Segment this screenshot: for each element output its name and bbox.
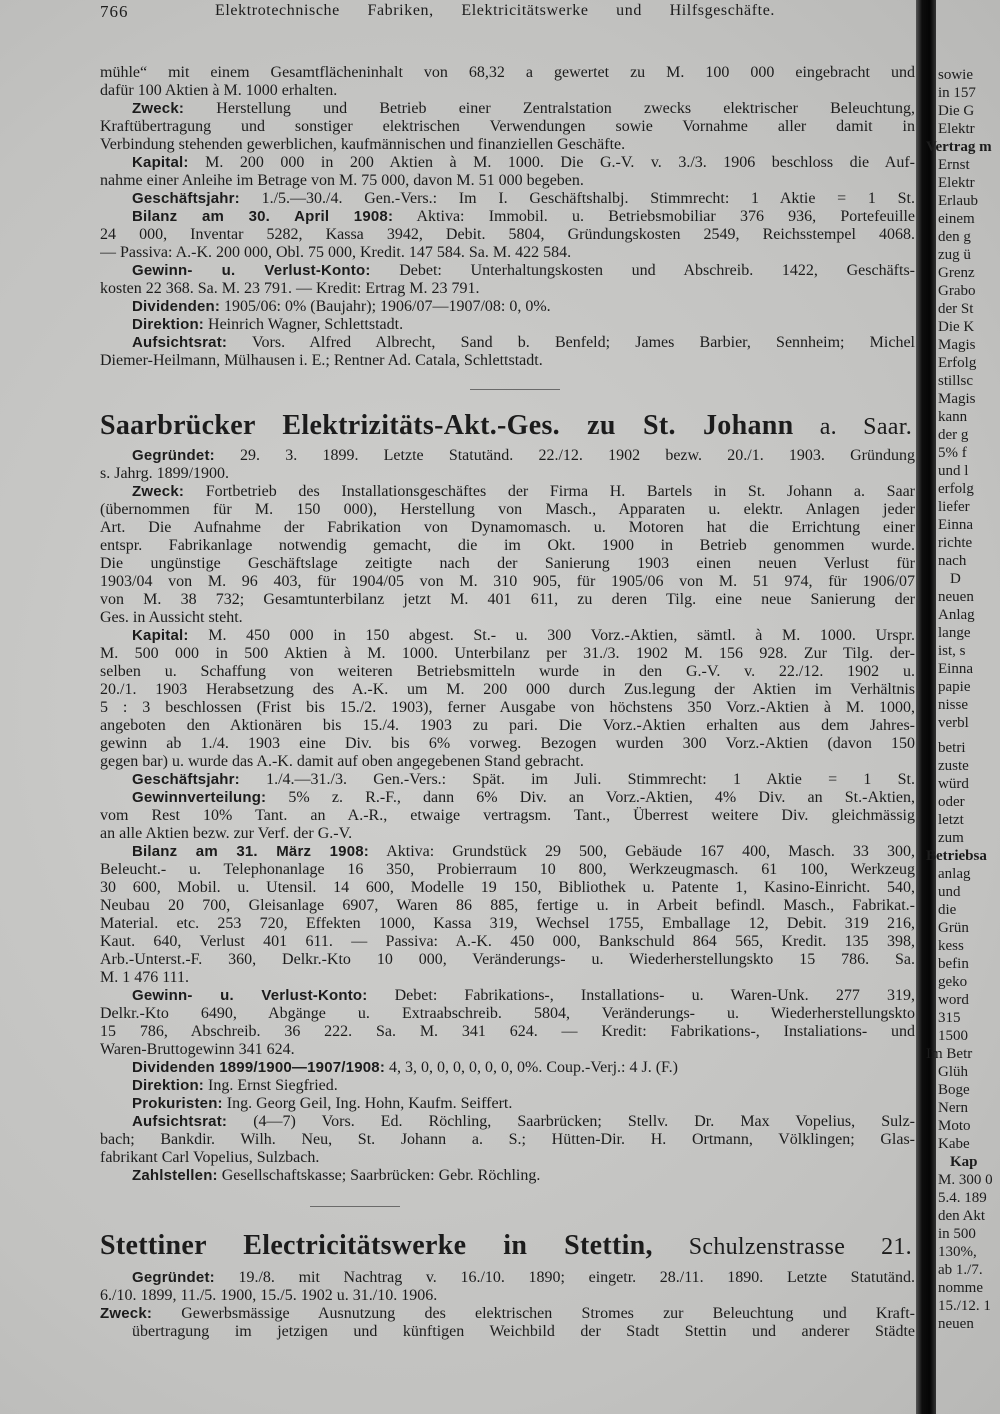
text-line (100, 1149, 915, 1167)
text-line (100, 316, 915, 334)
adjacent-text-fragment: und (938, 884, 961, 900)
field-text: mühle“ mit einem Gesamtflächeninhalt von 68,32 a gewertet zu M. 100 000 eingebracht und (100, 64, 915, 81)
adjacent-text-fragment: 15./12. 1 (938, 1298, 991, 1314)
company-heading-saarbruecker (100, 410, 912, 443)
adjacent-text-fragment: neuen (938, 1316, 974, 1332)
adjacent-text-fragment: erfolg (938, 481, 974, 497)
adjacent-text-fragment: Magis (938, 391, 976, 407)
field-label: Zweck: (100, 1305, 153, 1322)
field-text: Heinrich Wagner, Schlettstadt. (204, 316, 404, 333)
adjacent-text-fragment: Erfolg (938, 355, 977, 371)
field-label: Direktion: (132, 316, 205, 333)
text-line (100, 951, 915, 969)
field-text: 30 600, Mobil. u. Utensil. 14 600, Modelle 19 150, Bibliothek u. Patente 1, Kasino-Einricht. 540, (100, 879, 915, 896)
field-text: Diemer-Heilmann, Mülhausen i. E.; Rentner Ad. Catala, Schlettstadt. (100, 352, 543, 369)
adjacent-text-fragment: der St (938, 301, 974, 317)
entry-continued-text (100, 64, 915, 370)
text-line (100, 933, 915, 951)
field-text: Ing. Georg Geil, Ing. Hohn, Kaufm. Seiffert. (222, 1095, 513, 1112)
text-line (100, 807, 915, 825)
text-line (100, 1077, 915, 1095)
text-line (100, 519, 915, 537)
text-line (100, 280, 915, 298)
text-line (100, 172, 915, 190)
text-line (100, 555, 915, 573)
text-line (100, 1287, 915, 1305)
field-text: gewinn ab 1./4. 1903 eine Div. bis 6% vorweg. Bezogen wurden 300 Vorz.-Aktien (davon 150 (100, 735, 915, 752)
field-label: Bilanz am 31. März 1908: (132, 843, 369, 860)
adjacent-text-fragment: Betriebsa (926, 848, 987, 864)
adjacent-text-fragment: ab 1./7. (938, 1262, 983, 1278)
field-text: Beleucht.- u. Telephonanlage 16 350, Probierraum 10 800, Werkzeugmasch. 61 100, Werkzeug (100, 861, 915, 878)
text-line (100, 64, 915, 82)
field-text: (4—7) Vors. Ed. Röchling, Saarbrücken; Stellv. Dr. Max Vopelius, Sulz- (227, 1113, 915, 1130)
heading-main: Saarbrücker Elektrizitäts-Akt.-Ges. zu St. Johann (100, 410, 794, 441)
adjacent-text-fragment: 5.4. 189 (938, 1190, 987, 1206)
text-line (100, 154, 915, 172)
adjacent-text-fragment: 5% f (938, 445, 967, 461)
field-text: Fortbetrieb des Installationsgeschäftes der Firma H. Bartels in St. Johann a. Saar (184, 483, 915, 500)
adjacent-text-fragment: zum (938, 830, 964, 846)
text-line (100, 1113, 915, 1131)
text-line (100, 262, 915, 280)
text-line (100, 226, 915, 244)
adjacent-text-fragment: betri (938, 740, 966, 756)
adjacent-text-fragment: Im Betr (926, 1046, 973, 1062)
field-text: Neubau 20 700, Gleisanlage 6907, Waren 86 885, fertige u. in Arbeit befindl. Masch., Fabrikat.- (100, 897, 915, 914)
company-heading-stettiner (100, 1230, 912, 1263)
field-text: angeboten den Aktionären bis 15./4. 1903 zu pari. Die Vorz.-Aktien erhalten aus dem Jahres- (100, 717, 915, 734)
adjacent-page-column-top (926, 66, 1000, 732)
text-line (100, 483, 915, 501)
field-label: Bilanz am 30. April 1908: (132, 208, 394, 225)
text-line (100, 1041, 915, 1059)
field-text: 24 000, Inventar 5282, Kassa 3942, Debit. 5804, Gründungskosten 2549, Reichsstempel 4068. (100, 226, 915, 243)
field-text: Ges. in Aussicht steht. (100, 609, 243, 626)
field-text: gegen bar) u. wurde das A.-K. damit auf oben angegebenen Stand gebracht. (100, 753, 584, 770)
adjacent-text-fragment: Vertrag m (926, 139, 992, 155)
adjacent-text-fragment: Erlaub (938, 193, 978, 209)
field-label: Gewinn- u. Verlust-Konto: (132, 262, 371, 279)
adjacent-text-fragment: Nern (938, 1100, 968, 1116)
field-label: Kapital: (132, 627, 189, 644)
text-line (100, 591, 915, 609)
field-text: 1./5.—30./4. Gen.-Vers.: Im I. Geschäftshalbj. Stimmrecht: 1 Aktie = 1 St. (239, 190, 915, 207)
field-text: kosten 22 368. Sa. M. 23 791. — Kredit: Ertrag M. 23 791. (100, 280, 480, 297)
adjacent-text-fragment: Anlag (938, 607, 975, 623)
field-text: Aktiva: Immobil. u. Betriebsmobiliar 376 936, Portefeuille (393, 208, 915, 225)
adjacent-text-fragment: word (938, 992, 969, 1008)
adjacent-text-fragment: geko (938, 974, 968, 990)
text-line (100, 573, 915, 591)
adjacent-text-fragment: 315 (938, 1010, 961, 1026)
adjacent-text-fragment: befin (938, 956, 969, 972)
field-text: 29. 3. 1899. Letzte Statutänd. 22./12. 1902 bezw. 20./1. 1903. Gründung (214, 447, 915, 464)
field-label: Gewinnverteilung: (132, 789, 267, 806)
adjacent-text-fragment: Einna (938, 661, 973, 677)
text-line (100, 136, 915, 154)
adjacent-text-fragment: papie (938, 679, 971, 695)
adjacent-text-fragment: D (950, 571, 961, 587)
adjacent-text-fragment: Grenz (938, 265, 975, 281)
adjacent-text-fragment: nomme (938, 1280, 983, 1296)
text-line (100, 735, 915, 753)
text-line (100, 681, 915, 699)
field-label: Zahlstellen: (132, 1167, 218, 1184)
field-label: Gewinn- u. Verlust-Konto: (132, 987, 368, 1004)
field-text: 5 : 3 beschlossen (Frist bis 15./2. 1903), ferner Ausgabe von höchstens 350 Vorz.-Aktien à M. 1000, (100, 699, 915, 716)
field-text: dafür 100 Aktien à M. 1000 erhalten. (100, 82, 338, 99)
adjacent-text-fragment: 130%, (938, 1244, 977, 1260)
adjacent-text-fragment: den g (938, 229, 971, 245)
field-label: Gegründet: (132, 447, 215, 464)
text-line (100, 1269, 915, 1287)
field-label: Geschäftsjahr: (132, 190, 240, 207)
text-line (100, 82, 915, 100)
text-line (100, 843, 915, 861)
text-line (100, 100, 915, 118)
adjacent-text-fragment: Moto (938, 1118, 971, 1134)
adjacent-text-fragment: Elektr (938, 121, 975, 137)
heading-sub: Schulzenstrasse 21. (652, 1234, 912, 1260)
adjacent-text-fragment: sowie (938, 67, 973, 83)
field-label: Direktion: (132, 1077, 205, 1094)
field-text: Art. Die Aufnahme der Fabrikation von Dynamomasch. u. Motoren hat die Errichtung einer (100, 519, 915, 536)
adjacent-text-fragment: Elektr (938, 175, 975, 191)
field-text: Gesellschaftskasse; Saarbrücken: Gebr. Röchling. (217, 1167, 541, 1184)
adjacent-text-fragment: zuste (938, 758, 969, 774)
field-text: M. 200 000 in 200 Aktien à M. 1000. Die G.-V. v. 3./3. 1906 beschloss die Auf- (188, 154, 915, 171)
field-label: Zweck: (132, 100, 185, 117)
adjacent-text-fragment: einem (938, 211, 975, 227)
text-line (100, 1305, 915, 1323)
field-text: Aktiva: Grundstück 29 500, Gebäude 167 400, Masch. 33 300, (369, 843, 915, 860)
field-text: Herstellung und Betrieb einer Zentralstation zwecks elektrischer Beleuchtung, (184, 100, 915, 117)
field-text: (übernommen für M. 150 000), Herstellung von Masch., Apparaten u. elektr. Anlagen jeder (100, 501, 915, 518)
field-text: fabrikant Carl Vopelius, Sulzbach. (100, 1149, 320, 1166)
field-label: Dividenden: (132, 298, 221, 315)
field-text: übertragung im jetzigen und künftigen Weichbild der Stadt Stettin und anderer Städte (132, 1323, 915, 1340)
adjacent-text-fragment: Ernst (938, 157, 970, 173)
text-line (100, 244, 915, 262)
field-text: von M. 38 732; Gesamtunterbilanz jetzt M. 401 611, zu deren Tilg. eine neue Sanierung der (100, 591, 915, 608)
adjacent-text-fragment: liefer (938, 499, 970, 515)
field-text: 15 786, Abschreib. 36 222. Sa. M. 341 624. — Kredit: Fabrikations-, Instaliations- und (100, 1023, 915, 1040)
text-line (100, 717, 915, 735)
book-gutter-shadow (916, 0, 936, 1414)
adjacent-text-fragment: den Akt (938, 1208, 986, 1224)
adjacent-text-fragment: und l (938, 463, 969, 479)
adjacent-text-fragment: richte (938, 535, 973, 551)
adjacent-text-fragment: stillsc (938, 373, 974, 389)
adjacent-text-fragment: Kap (950, 1154, 978, 1170)
text-line (100, 987, 915, 1005)
adjacent-text-fragment: in 157 (938, 85, 976, 101)
field-text: 5% z. R.-F., dann 6% Div. an Vorz.-Aktien, 4% Div. an St.-Aktien, (266, 789, 915, 806)
text-line (100, 537, 915, 555)
text-line (100, 1095, 915, 1113)
field-text: Gewerbsmässige Ausnutzung des elektrischen Stromes zur Beleuchtung und Kraft- (152, 1305, 915, 1322)
field-text: Vors. Alfred Albrecht, Sand b. Benfeld; James Barbier, Sennheim; Michel (227, 334, 915, 351)
adjacent-text-fragment: anlag (938, 866, 971, 882)
text-line (100, 352, 915, 370)
text-line (100, 447, 915, 465)
heading-main: Stettiner Electricitätswerke in Stettin, (100, 1230, 653, 1261)
adjacent-text-fragment: oder (938, 794, 965, 810)
text-line (100, 465, 915, 483)
text-line (100, 627, 915, 645)
text-line (100, 1023, 915, 1041)
text-line (100, 825, 915, 843)
field-text: Arb.-Unterst.-F. 360, Delkr.-Kto 10 000, Veränderungs- u. Wiederherstellungskto 15 786. Sa. (100, 951, 915, 968)
field-text: s. Jahrg. 1899/1900. (100, 465, 230, 482)
field-text: Debet: Unterhaltungskosten und Abschreib. 1422, Geschäfts- (370, 262, 915, 279)
field-text: Die ungünstige Geschäftslage zeitigte nach der Sanierung 1903 einen neuen Verlust für (100, 555, 915, 572)
field-label: Prokuristen: (132, 1095, 223, 1112)
field-text: Kraftübertragung und sonstiger elektrischen Verwendungen sowie Vornahme aller damit in (100, 118, 915, 135)
adjacent-text-fragment: Boge (938, 1082, 970, 1098)
field-text: Kaut. 640, Verlust 401 611. — Passiva: A.-K. 450 000, Bankschuld 864 565, Kredit. 135 398, (100, 933, 915, 950)
adjacent-text-fragment: der g (938, 427, 969, 443)
text-line (100, 609, 915, 627)
adjacent-text-fragment: zug ü (938, 247, 971, 263)
adjacent-text-fragment: kess (938, 938, 964, 954)
text-line (100, 969, 915, 987)
field-text: M. 450 000 in 150 abgest. St.- u. 300 Vorz.-Aktien, sämtl. à M. 1000. Urspr. (188, 627, 915, 644)
section-divider (310, 1206, 400, 1207)
field-label: Aufsichtsrat: (132, 1113, 228, 1130)
adjacent-text-fragment: Glüh (938, 1064, 968, 1080)
field-text: Delkr.-Kto 6490, Abgänge u. Extraabschreib. 5804, Veränderungs- u. Wiederherstellungskto (100, 1005, 915, 1022)
adjacent-text-fragment: ist, s (938, 643, 966, 659)
text-line (100, 334, 915, 352)
field-text: M. 1 476 111. (100, 969, 190, 986)
text-line (100, 501, 915, 519)
running-title: Elektrotechnische Fabriken, Elektricitätswerke und Hilfsgeschäfte. (215, 2, 775, 19)
field-text: vom Rest 10% Tant. an A.-R., etwaige vertragsm. Tant., Überrest weitere Div. gleichmässig (100, 807, 915, 824)
adjacent-text-fragment: kann (938, 409, 968, 425)
page-number: 766 (100, 2, 129, 21)
field-label: Aufsichtsrat: (132, 334, 228, 351)
field-text: Material. etc. 253 720, Effekten 1000, Kassa 319, Wechsel 1755, Emballage 12, Debit. 319 216, (100, 915, 915, 932)
field-text: 4, 3, 0, 0, 0, 0, 0, 0, 0%. Coup.-Verj.: 4 J. (F.) (385, 1059, 678, 1076)
text-line (100, 298, 915, 316)
adjacent-text-fragment: M. 300 0 (938, 1172, 993, 1188)
text-line (100, 897, 915, 915)
field-text: 19./8. mit Nachtrag v. 16./10. 1890; eingetr. 28./11. 1890. Letzte Statutänd. (214, 1269, 915, 1286)
field-text: 20./1. 1903 Herabsetzung des A.-K. um M. 200 000 durch Zus.legung der Aktien im Verhältnis (100, 681, 915, 698)
field-text: 6./10. 1899, 11./5. 1900, 15./5. 1902 u. 31./10. 1906. (100, 1287, 438, 1304)
field-text: — Passiva: A.-K. 200 000, Obl. 75 000, Kredit. 147 584. Sa. M. 422 584. (100, 244, 572, 261)
field-text: selben u. Schaffung von weiteren Betriebsmitteln wurde in den G.-V. v. 22./12. 1902 u. (100, 663, 915, 680)
text-line (100, 645, 915, 663)
entry-stettiner (100, 1269, 915, 1341)
field-text: nahme einer Anleihe im Betrage von M. 75 000, davon M. 51 000 begeben. (100, 172, 584, 189)
text-line (100, 208, 915, 226)
text-line (100, 915, 915, 933)
field-label: Zweck: (132, 483, 185, 500)
field-text: 1903/04 von M. 96 403, für 1904/05 von M. 310 905, für 1905/06 von M. 51 974, für 1906/07 (100, 573, 915, 590)
text-line (100, 699, 915, 717)
adjacent-text-fragment: die (938, 902, 957, 918)
adjacent-text-fragment: Grabo (938, 283, 976, 299)
text-line (100, 1323, 915, 1341)
adjacent-text-fragment: neuen (938, 589, 974, 605)
section-divider (470, 389, 560, 390)
adjacent-text-fragment: lange (938, 625, 971, 641)
field-label: Gegründet: (132, 1269, 215, 1286)
text-line (100, 1005, 915, 1023)
text-line (100, 771, 915, 789)
entry-saarbruecker (100, 447, 915, 1185)
field-text: Debet: Fabrikations-, Installations- u. Waren-Unk. 277 319, (367, 987, 915, 1004)
text-line (100, 1059, 915, 1077)
field-text: Ing. Ernst Siegfried. (204, 1077, 338, 1094)
heading-sub: a. Saar. (793, 414, 912, 440)
adjacent-text-fragment: würd (938, 776, 969, 792)
text-line (100, 1131, 915, 1149)
adjacent-text-fragment: 1500 (938, 1028, 968, 1044)
field-text: 1905/06: 0% (Baujahr); 1906/07—1907/08: 0, 0%. (220, 298, 551, 315)
text-line (100, 753, 915, 771)
field-text: bach; Bankdir. Wilh. Neu, St. Johann a. S.; Hütten-Dir. H. Ortmann, Völklingen; Glas- (100, 1131, 915, 1148)
adjacent-text-fragment: letzt (938, 812, 964, 828)
adjacent-text-fragment: Die K (938, 319, 975, 335)
text-line (100, 663, 915, 681)
field-text: 1./4.—31./3. Gen.-Vers.: Spät. im Juli. Stimmrecht: 1 Aktie = 1 St. (239, 771, 915, 788)
text-line (100, 861, 915, 879)
adjacent-text-fragment: verbl (938, 715, 969, 731)
text-line (100, 1167, 915, 1185)
field-text: an alle Aktien bezw. zur Verf. der G.-V. (100, 825, 353, 842)
field-text: entspr. Fabrikanlage notwendig gemacht, die im Okt. 1900 in Betrieb genommen wurde. (100, 537, 915, 554)
text-line (100, 118, 915, 136)
text-line (100, 879, 915, 897)
adjacent-text-fragment: Einna (938, 517, 973, 533)
field-text: M. 500 000 in 500 Aktien à M. 1000. Unterbilanz per 31./3. 1902 M. 156 928. Zur Tilg. der- (100, 645, 915, 662)
field-label: Kapital: (132, 154, 189, 171)
adjacent-text-fragment: Kabe (938, 1136, 970, 1152)
adjacent-text-fragment: nisse (938, 697, 968, 713)
field-text: Verbindung stehenden gewerblichen, kaufmännischen und finanziellen Geschäfte. (100, 136, 626, 153)
adjacent-page-column-bottom (926, 739, 1000, 1333)
field-label: Dividenden 1899/1900—1907/1908: (132, 1059, 386, 1076)
field-text: Waren-Bruttogewinn 341 624. (100, 1041, 295, 1058)
adjacent-text-fragment: Die G (938, 103, 975, 119)
text-line (100, 190, 915, 208)
adjacent-text-fragment: in 500 (938, 1226, 976, 1242)
adjacent-text-fragment: Magis (938, 337, 976, 353)
text-line (100, 789, 915, 807)
adjacent-text-fragment: Grün (938, 920, 969, 936)
adjacent-text-fragment: nach (938, 553, 967, 569)
field-label: Geschäftsjahr: (132, 771, 240, 788)
